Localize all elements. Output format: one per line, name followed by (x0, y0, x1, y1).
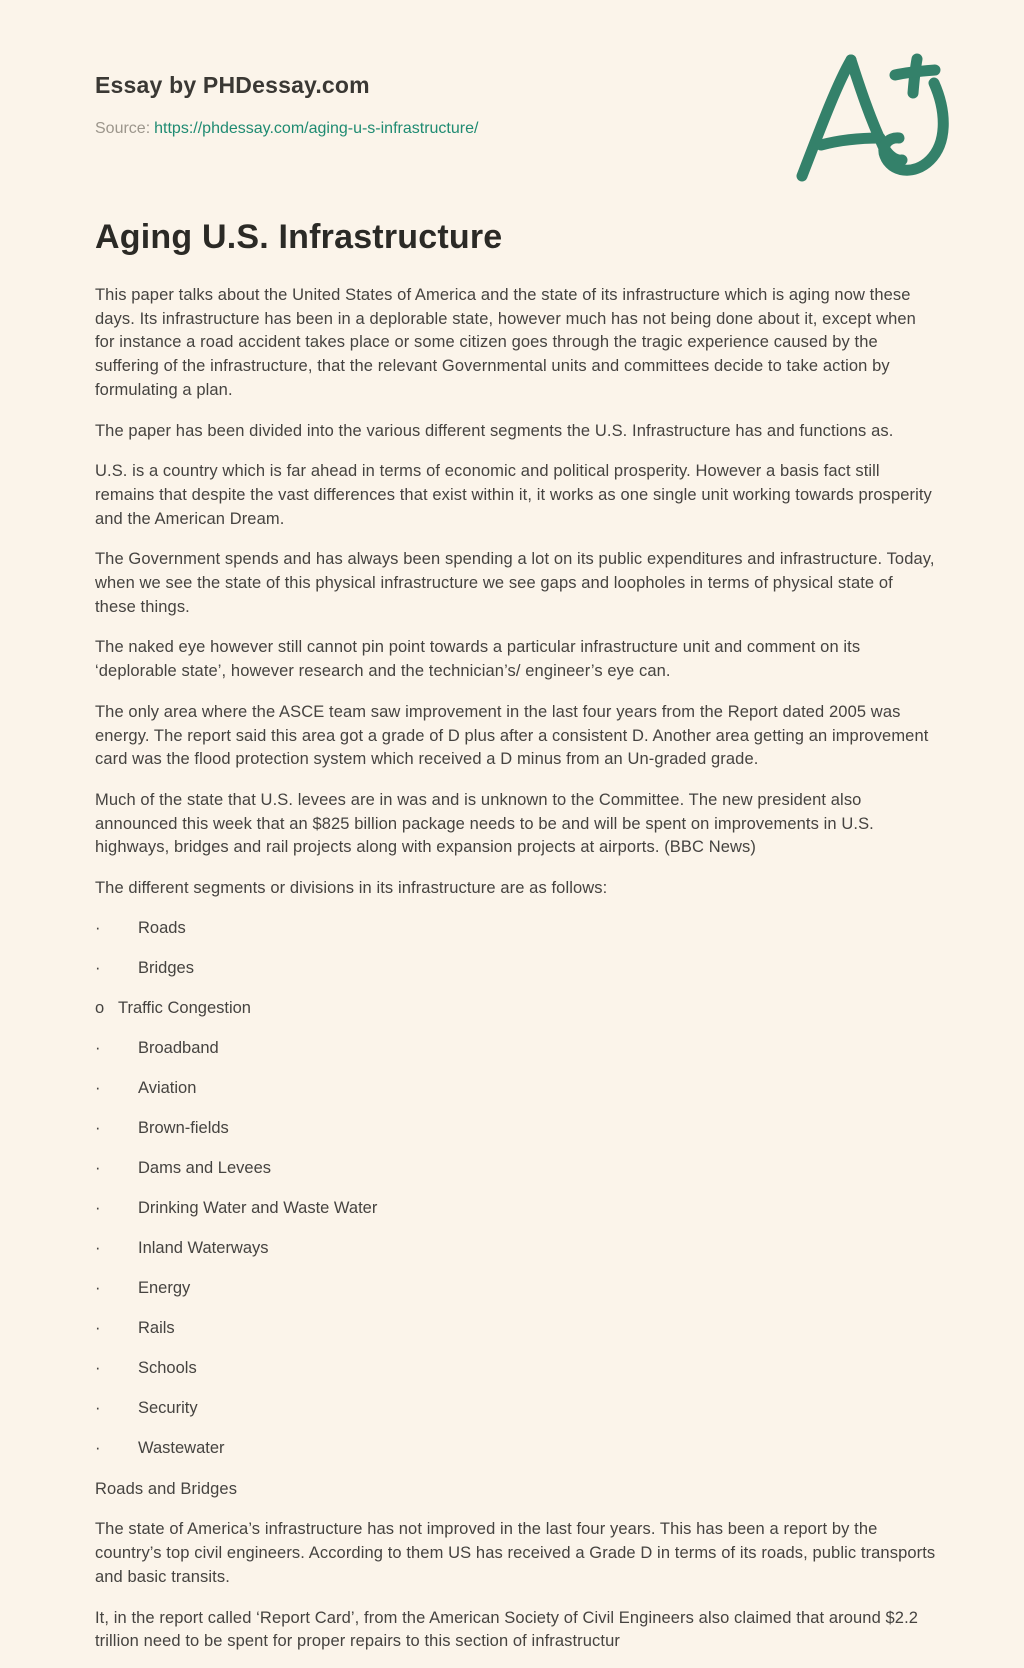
subheading-roads-and-bridges: Roads and Bridges (95, 1479, 238, 1498)
bullet-marker: · (95, 1119, 101, 1138)
list-item-drinking-water (95, 1197, 936, 1221)
bullet-marker: · (95, 1319, 101, 1338)
essay-title: Aging U.S. Infrastructure (95, 218, 503, 256)
list-item-aviation (95, 1077, 936, 1101)
bullet-marker: · (95, 959, 101, 978)
paragraph-naked-eye: The naked eye however still cannot pin point towards a particular infrastructure unit and comment on its ‘deplorable state’, however research and the technician’s/ engineer’s eye can. (95, 638, 861, 681)
source-line (95, 120, 936, 138)
bullet-marker: · (95, 1039, 101, 1058)
source-label: Source: (95, 120, 151, 137)
bullet-marker: o (95, 999, 105, 1018)
paragraph-levees-package: Much of the state that U.S. levees are in was and is unknown to the Committee. The new president also announced this week that an $825 billion package needs to be and will be spent on improvements in U.S. highways, bridges and rail projects along with expansion projects at airports. (BBC News) (95, 790, 874, 857)
list-item-traffic-congestion (95, 997, 936, 1021)
list-item-label: Traffic Congestion (118, 999, 251, 1018)
list-item-label: Inland Waterways (138, 1239, 269, 1258)
paragraph-report-card: It, in the report called ‘Report Card’, from the American Society of Civil Engineers also claimed that around $2.2 trillion need to be spent for proper repairs to this section of infrastructur (95, 1608, 919, 1651)
page-title: Essay by PHDessay.com (95, 72, 370, 98)
list-item-brown-fields (95, 1117, 936, 1141)
list-item-label: Schools (138, 1359, 197, 1378)
paragraph-us-country: U.S. is a country which is far ahead in terms of economic and political prosperity. However a basis fact still remains that despite the vast differences that exist within it, it works as one single unit working towards prosperity and the American Dream. (95, 462, 932, 528)
source-link[interactable]: https://phdessay.com/aging-u-s-infrastructure/ (154, 120, 479, 137)
list-item-rails (95, 1317, 936, 1341)
list-item-dams-and-levees (95, 1157, 936, 1181)
list-item-broadband (95, 1037, 936, 1061)
bullet-marker: · (95, 1359, 101, 1378)
bullet-marker: · (95, 919, 101, 938)
list-item-inland-waterways (95, 1237, 936, 1261)
list-item-roads (95, 917, 936, 941)
list-item-label: Dams and Levees (138, 1159, 271, 1178)
list-item-schools (95, 1357, 936, 1381)
list-item-label: Roads (138, 919, 186, 938)
paragraph-segments-intro: The different segments or divisions in its infrastructure are as follows: (95, 879, 608, 898)
list-item-label: Aviation (138, 1079, 197, 1098)
bullet-marker: · (95, 1239, 101, 1258)
list-item-label: Rails (138, 1319, 175, 1338)
list-item-label: Energy (138, 1279, 191, 1298)
bullet-marker: · (95, 1159, 101, 1178)
paragraph-report-grade: The state of America’s infrastructure has not improved in the last four years. This has been a report by the country’s top civil engineers. According to them US has received a Grade D in terms of its roads, public transports and basic transits. (95, 1520, 936, 1586)
list-item-label: Broadband (138, 1039, 219, 1058)
bullet-marker: · (95, 1079, 101, 1098)
list-item-wastewater (95, 1437, 936, 1461)
paragraph-segments-note: The paper has been divided into the various different segments the U.S. Infrastructure has and functions as. (95, 421, 894, 440)
infrastructure-segment-list (95, 917, 936, 1461)
list-item-label: Bridges (138, 959, 194, 978)
list-item-label: Brown-fields (138, 1119, 229, 1138)
bullet-marker: · (95, 1439, 101, 1458)
list-item-security (95, 1397, 936, 1421)
list-item-energy (95, 1277, 936, 1301)
paragraph-intro: This paper talks about the United States of America and the state of its infrastructure which is aging now these days. Its infrastructure has been in a deplorable state, however much has not being done about it, except when for instance a road accident takes place or some citizen goes through the tragic experience caused by the suffering of the infrastructure, that the relevant Governmental units and committees decide to take action by formulating a plan. (95, 286, 916, 399)
paragraph-government-spending: The Government spends and has always been spending a lot on its public expenditures and infrastructure. Today, when we see the state of this physical infrastructure we see gaps and loopholes in terms of physical state of these things. (95, 550, 935, 616)
paragraph-asce-improvement: The only area where the ASCE team saw improvement in the last four years from the Report dated 2005 was energy. The report said this area got a grade of D plus after a consistent D. Another area getting an improvement card was the flood protection system which received a D minus from an Un-graded grade. (95, 702, 929, 769)
list-item-bridges (95, 957, 936, 981)
list-item-label: Security (138, 1399, 198, 1418)
bullet-marker: · (95, 1279, 101, 1298)
list-item-label: Wastewater (138, 1439, 225, 1458)
bullet-marker: · (95, 1199, 101, 1218)
bullet-marker: · (95, 1399, 101, 1418)
list-item-label: Drinking Water and Waste Water (138, 1199, 378, 1218)
